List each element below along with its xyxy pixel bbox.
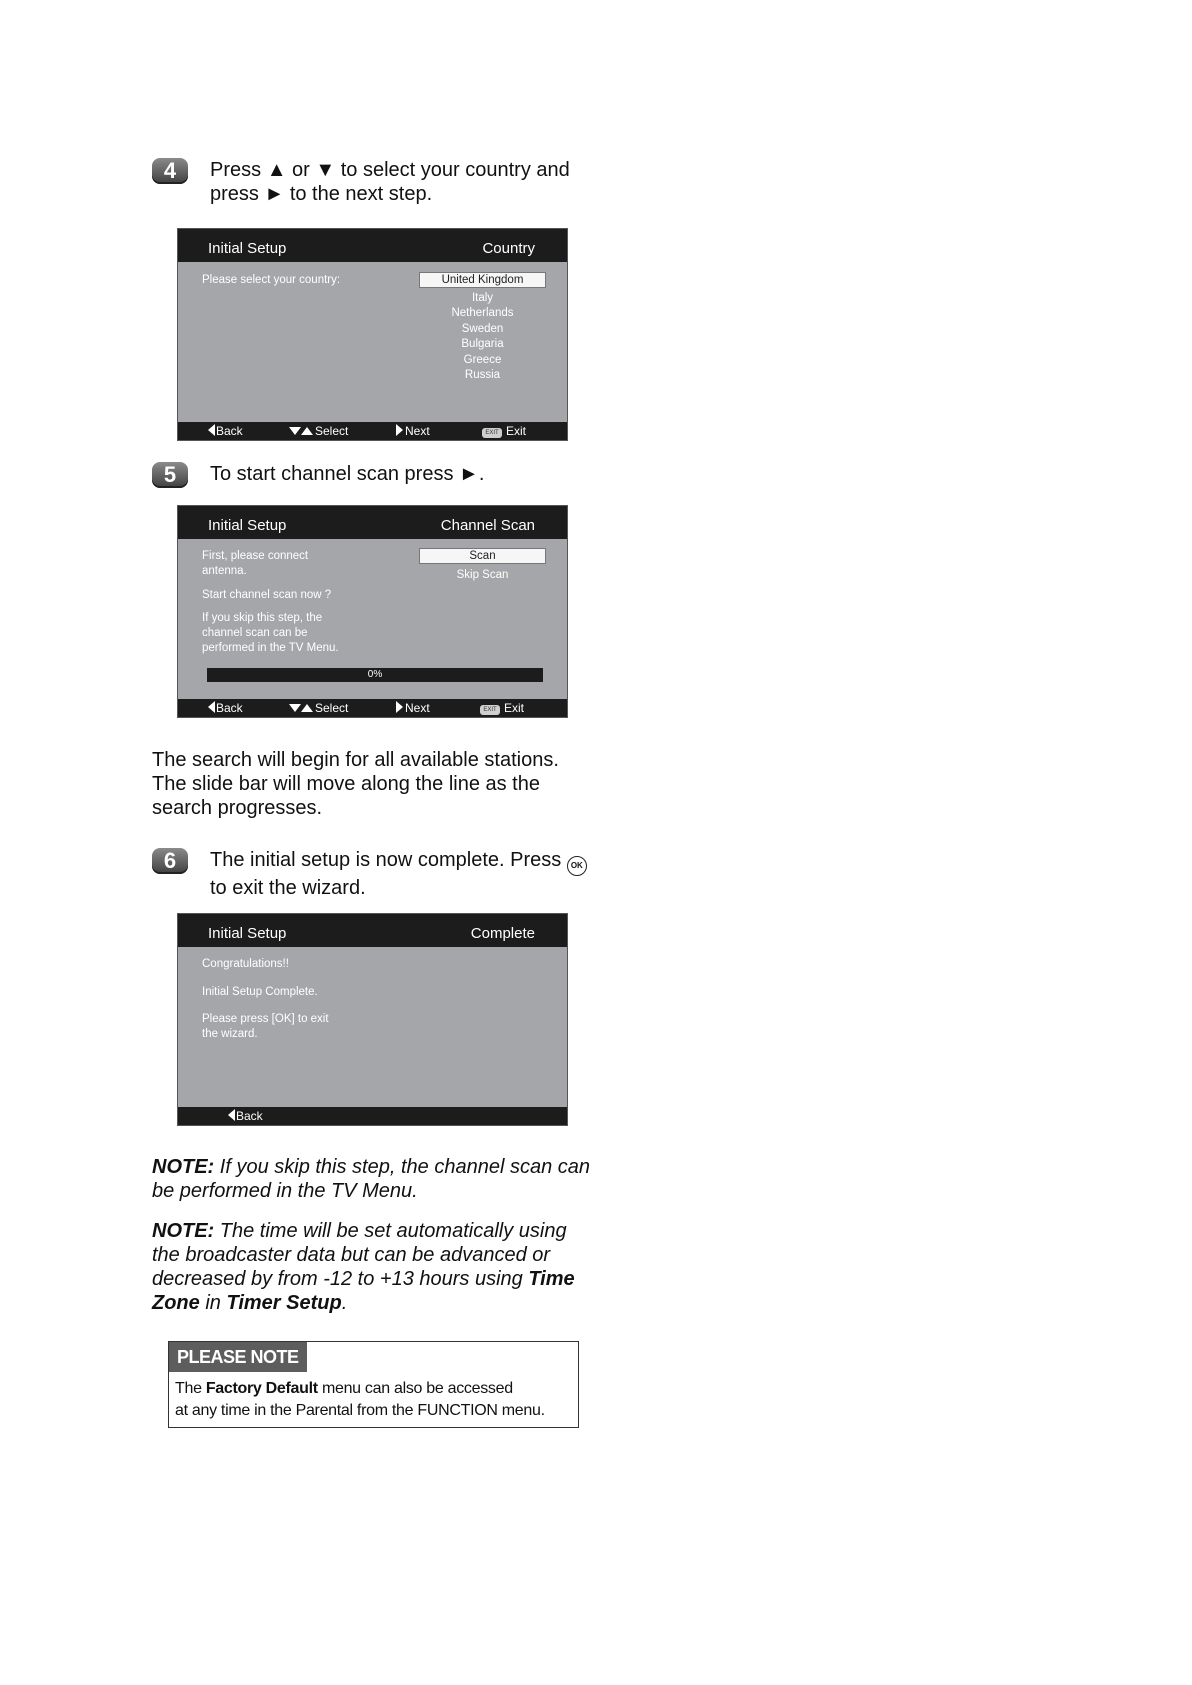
bold-term: Time <box>528 1268 575 1290</box>
scan-progress-bar <box>207 668 543 682</box>
exit-key-icon: EXIT <box>482 428 502 438</box>
right-arrow-icon: ► <box>264 183 285 205</box>
footer-next <box>396 422 430 440</box>
footer-label: Select <box>315 701 349 715</box>
search-description <box>152 748 602 820</box>
footer-label: Exit <box>506 424 527 438</box>
country-option[interactable]: Greece <box>463 354 502 366</box>
right-arrow-icon <box>396 424 403 436</box>
footer-back <box>208 699 243 717</box>
country-option[interactable]: Netherlands <box>451 307 514 319</box>
note-label: NOTE: <box>152 1220 215 1242</box>
down-arrow-icon <box>289 427 301 435</box>
please-note-body <box>175 1378 545 1422</box>
screen-title: Initial Setup <box>208 517 287 534</box>
text: to exit the wizard. <box>210 877 366 899</box>
please-note-header: PLEASE NOTE <box>169 1342 307 1372</box>
right-arrow-icon <box>396 701 403 713</box>
bold-term: Zone <box>152 1292 200 1314</box>
country-option[interactable]: Italy <box>471 292 494 304</box>
text: at any time in the Parental from the FUNCTION menu. <box>175 1402 545 1419</box>
text: . <box>341 1292 348 1314</box>
left-arrow-icon <box>208 701 215 713</box>
country-option-selected[interactable]: United Kingdom <box>419 272 546 288</box>
footer-label: Back <box>236 1109 263 1123</box>
footer-select <box>289 699 348 717</box>
text: the broadcaster data but can be advanced or <box>152 1244 551 1266</box>
text: in <box>199 1292 227 1314</box>
text: The search will begin for all available stations. <box>152 749 559 771</box>
screen-title: Initial Setup <box>208 925 287 942</box>
step-number-badge: 5 <box>152 462 188 488</box>
bold-term: Timer Setup <box>226 1292 342 1314</box>
scan-option-selected[interactable]: Scan <box>419 548 546 564</box>
text: search progresses. <box>152 797 323 819</box>
screen-section: Channel Scan <box>440 517 535 534</box>
footer-next <box>396 699 430 717</box>
text: If you skip this step, the <box>202 612 323 624</box>
footer-exit <box>480 699 524 717</box>
progress-label: 0% <box>367 669 383 680</box>
text: channel scan can be <box>202 627 308 639</box>
screen-section: Country <box>482 240 535 257</box>
text: Please press [OK] to exit <box>202 1013 329 1025</box>
footer-label: Next <box>405 701 430 715</box>
text: Press <box>210 159 267 181</box>
complete-text: Initial Setup Complete. <box>202 986 318 998</box>
note-time-zone <box>152 1219 612 1315</box>
text: If you skip this step, the channel scan can <box>214 1156 590 1178</box>
screen-footer <box>178 422 567 440</box>
footer-label: Select <box>315 424 349 438</box>
scan-instruction <box>202 549 308 579</box>
skip-scan-option[interactable]: Skip Scan <box>456 569 509 581</box>
text: to the next step. <box>284 183 433 205</box>
screen-title: Initial Setup <box>208 240 287 257</box>
screen-footer <box>178 1107 567 1125</box>
text: menu can also be accessed <box>317 1380 513 1397</box>
text: to select your country and <box>335 159 570 181</box>
text: performed in the TV Menu. <box>202 642 339 654</box>
text: The <box>175 1380 206 1397</box>
text: To start channel scan press <box>210 463 460 485</box>
note-skip-scan <box>152 1155 612 1203</box>
note-label: NOTE: <box>152 1156 215 1178</box>
country-option[interactable]: Sweden <box>461 323 504 335</box>
up-arrow-icon <box>301 427 313 435</box>
screen-header <box>178 229 567 262</box>
footer-label: Back <box>216 424 243 438</box>
text: The slide bar will move along the line as the <box>152 773 540 795</box>
screen-header <box>178 506 567 539</box>
step-instruction <box>210 158 630 206</box>
footer-select <box>289 422 348 440</box>
exit-key-icon: EXIT <box>480 705 500 715</box>
text: The initial setup is now complete. Press <box>210 849 567 871</box>
please-note-box <box>168 1341 579 1428</box>
text: antenna. <box>202 565 247 577</box>
step-instruction <box>210 462 630 486</box>
up-arrow-icon <box>301 704 313 712</box>
text: be performed in the TV Menu. <box>152 1180 418 1202</box>
text: First, please connect <box>202 550 309 562</box>
step-number-badge: 6 <box>152 848 188 874</box>
text: decreased by from -12 to +13 hours using <box>152 1268 529 1290</box>
bold-term: Factory Default <box>205 1380 318 1397</box>
scan-question: Start channel scan now ? <box>202 589 332 601</box>
footer-label: Next <box>405 424 430 438</box>
channel-scan-screen <box>177 505 568 718</box>
country-setup-screen <box>177 228 568 441</box>
footer-label: Back <box>216 701 243 715</box>
exit-instruction <box>202 1012 329 1042</box>
text: The time will be set automatically using <box>214 1220 567 1242</box>
screen-footer <box>178 699 567 717</box>
text: press <box>210 183 265 205</box>
screen-header <box>178 914 567 947</box>
footer-back <box>208 422 243 440</box>
scan-note <box>202 611 339 656</box>
text: . <box>478 463 485 485</box>
up-arrow-icon: ▲ <box>266 159 287 181</box>
screen-section: Complete <box>470 925 535 942</box>
ok-button-icon: OK <box>567 856 587 876</box>
footer-back <box>228 1107 263 1125</box>
congratulations-text: Congratulations!! <box>202 958 289 970</box>
step-instruction <box>210 848 650 900</box>
down-arrow-icon: ▼ <box>315 159 336 181</box>
setup-complete-screen <box>177 913 568 1126</box>
left-arrow-icon <box>208 424 215 436</box>
step-number-badge: 4 <box>152 158 188 184</box>
country-option[interactable]: Russia <box>464 369 501 381</box>
down-arrow-icon <box>289 704 301 712</box>
right-arrow-icon: ► <box>459 463 479 485</box>
country-option[interactable]: Bulgaria <box>461 338 504 350</box>
text: the wizard. <box>202 1028 258 1040</box>
left-arrow-icon <box>228 1109 235 1121</box>
footer-label: Exit <box>504 701 525 715</box>
text: or <box>286 159 316 181</box>
country-prompt: Please select your country: <box>202 274 341 286</box>
footer-exit <box>482 422 526 440</box>
